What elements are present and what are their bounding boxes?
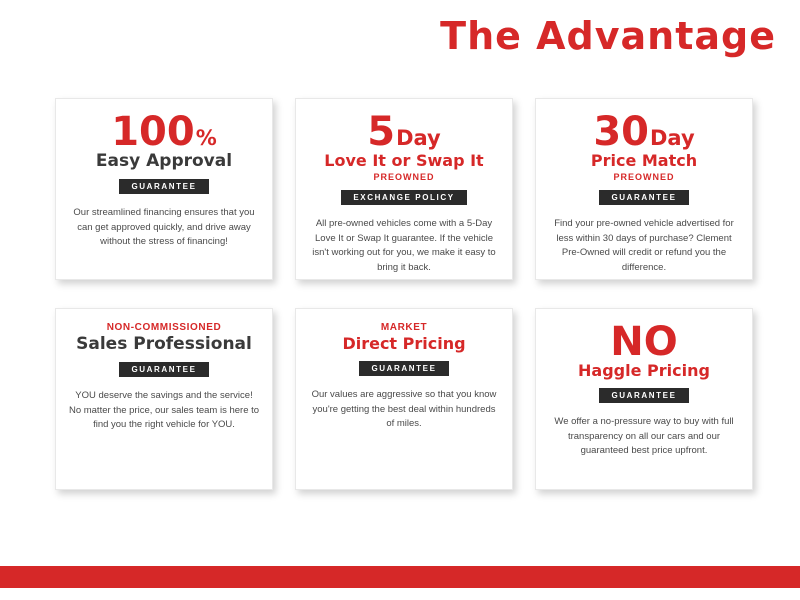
card-heading xyxy=(342,323,465,353)
card-big-line xyxy=(111,109,217,155)
card-big-suffix: Day xyxy=(650,126,695,150)
advantage-card xyxy=(295,308,513,490)
status-badge: GUARANTEE xyxy=(599,388,688,403)
card-subtitle-red: Direct Pricing xyxy=(342,334,466,353)
card-subtitle-red: Love It or Swap It xyxy=(324,151,484,170)
card-kicker: MARKET xyxy=(380,322,428,333)
card-subtitle-dark: Easy Approval xyxy=(95,151,233,171)
status-badge: GUARANTEE xyxy=(119,179,208,194)
card-heading xyxy=(95,109,233,171)
card-big-number: 5 xyxy=(367,109,396,155)
card-tiny-label: PREOWNED xyxy=(373,171,435,182)
card-body-text: Find your pre-owned vehicle advertised for less within 30 days of purchase? Clement Pre-Owned will credit or refund you the difference. xyxy=(554,217,734,273)
card-body-text: All pre-owned vehicles come with a 5-Day Love It or Swap It guarantee. If the vehicle isn't working out for you, we make it easy to bring it back. xyxy=(312,217,496,273)
status-badge: EXCHANGE POLICY xyxy=(341,190,466,205)
card-big-line xyxy=(610,319,678,365)
card-big-number: 100 xyxy=(111,109,195,155)
card-subtitle-dark: Sales Professional xyxy=(76,334,252,354)
advantage-card xyxy=(535,308,753,490)
card-body-text: We offer a no-pressure way to buy with full transparency on all our cars and our guaranteed best price upfront. xyxy=(554,415,734,457)
card-body-text: Our values are aggressive so that you know you're getting the best deal within hundreds of miles. xyxy=(311,388,497,430)
card-big-suffix: Day xyxy=(396,126,441,150)
card-big-number: NO xyxy=(610,319,678,365)
page-title: The Advantage xyxy=(440,14,776,58)
status-badge: GUARANTEE xyxy=(599,190,688,205)
advantage-card-grid xyxy=(55,98,750,490)
card-heading xyxy=(578,319,710,380)
card-body-text: YOU deserve the savings and the service! No matter the price, our sales team is here to find you the right vehicle for YOU. xyxy=(68,389,260,431)
advantage-card xyxy=(55,308,273,490)
card-subtitle-red: Price Match xyxy=(590,151,698,170)
card-big-line xyxy=(593,109,695,155)
card-big-number: 30 xyxy=(593,109,649,155)
advantage-card xyxy=(55,98,273,280)
card-big-line xyxy=(367,109,441,155)
card-kicker: NON-COMMISSIONED xyxy=(106,322,222,333)
card-heading xyxy=(324,109,484,182)
card-heading xyxy=(76,323,252,354)
status-badge: GUARANTEE xyxy=(119,362,208,377)
card-tiny-label: PREOWNED xyxy=(613,171,675,182)
advantage-card xyxy=(535,98,753,280)
card-body-text: Our streamlined financing ensures that you can get approved quickly, and drive away without the stress of financing! xyxy=(73,206,255,248)
card-subtitle-red: Haggle Pricing xyxy=(578,361,710,380)
advantage-card xyxy=(295,98,513,280)
status-badge: GUARANTEE xyxy=(359,361,448,376)
card-big-suffix: % xyxy=(195,126,217,150)
card-heading xyxy=(590,109,698,182)
footer-white-strip xyxy=(0,588,800,600)
